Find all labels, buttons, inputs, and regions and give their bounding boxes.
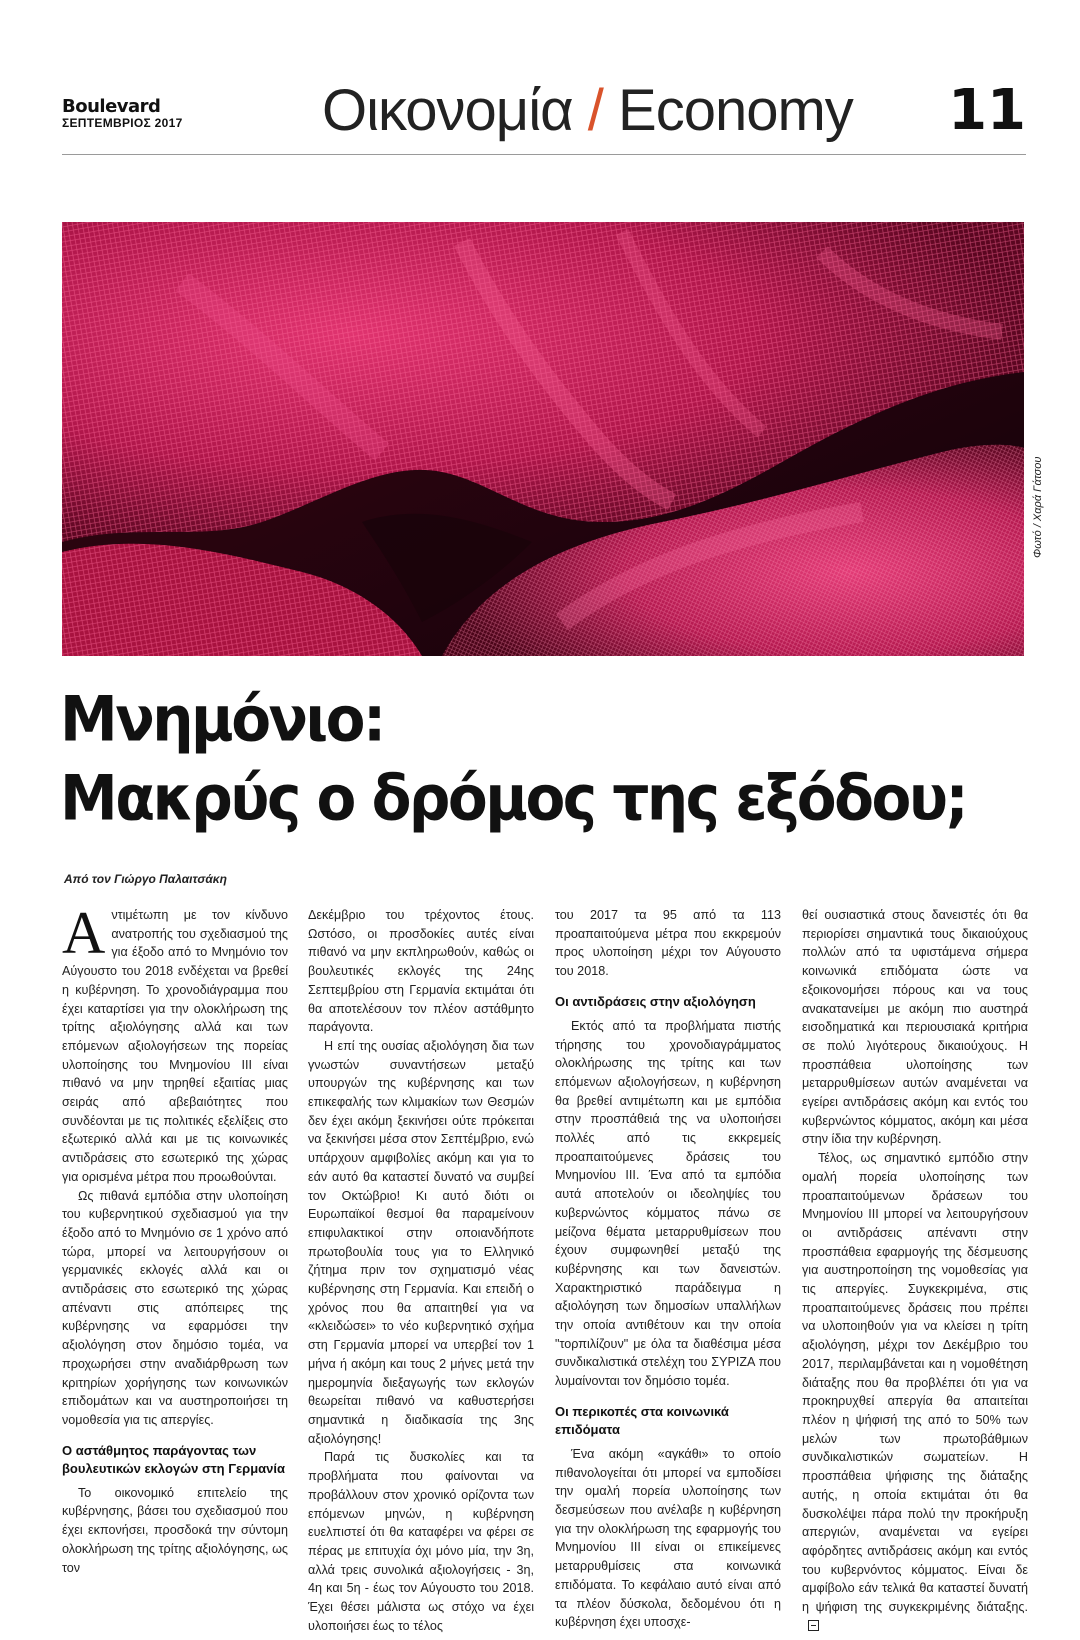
end-of-article-icon <box>808 1620 819 1631</box>
article-column-1 <box>62 900 288 1577</box>
brand-logo: Boulevard <box>62 96 161 117</box>
article-column-2 <box>308 906 534 1635</box>
subheading: Ο αστάθμητος παράγοντας των βουλευτικών εκλογών στη Γερμανία <box>62 1442 285 1476</box>
photo-credit: Φωτό / Χαρά Γάτσου <box>1032 456 1044 558</box>
section-title-english: Economy <box>618 78 853 143</box>
headline-line-2: Μακρύς ο δρόμος της εξόδου; <box>60 761 967 835</box>
article-column-3 <box>555 906 781 1632</box>
paragraph: Η επί της ουσίας αξιολόγηση δια των γνωστών συναντήσεων μεταξύ υπουργών της κυβέρνησης και των επικεφαλής των κλιμακίων των Θεσμών δεν έχει ακόμη ξεκινήσει ούτε πρόκειται να ξεκινήσει μέσα στον Σεπτέμβριο, ενώ υπάρχουν αμφιβολίες ακόμη και για το εάν αυτό θα καταστεί δυνατό να συμβεί τον Οκτώβριο! Κι αυτό διότι οι Ευρωπαϊκοί θεσμοί θα παραμείνουν επιφυλακτικοί στην οποιανδήποτε πρωτοβουλία τους για το Ελληνικό ζήτημα πριν τον σχηματισμό νέας κυβέρνησης στη Γερμανία. Και επειδή ο χρόνος που θα απαιτηθεί για να «κλειδώσει» το νέο κυβερνητικό σχήμα στη Γερμανία μπορεί να υπερβεί τον 1 μήνα ή ακόμη και τους 2 μήνες μετά την ημερομηνία διεξαγωγής των εκλογών θεωρείται πιθανό να καθυστερήσει σημαντικά η διαδικασία της 3ης αξιολόγησης! <box>308 1038 534 1446</box>
article-headline <box>60 680 1040 838</box>
subheading: Οι περικοπές στα κοινωνικά επιδόματα <box>555 1403 729 1437</box>
paragraph: Παρά τις δυσκολίες και τα προβλήματα που φαίνονται να προβάλλουν στον χρονικό ορίζοντα των επόμενων μηνών, η κυβέρνηση ευελπιστεί ότι θα καταφέρει να φέρει σε πέρας με επιτυχία όχι μόνο μία, την 3η, αλλά τρεις συνολικά αξιολογήσεις - 3η, 4η και 5η - έως τον Αύγουστο του 2018. Έχει θέσει μάλιστα ως στόχο να έχει υλοποιήσει έως το τέλος <box>308 1450 534 1633</box>
drop-cap: Α <box>62 900 106 966</box>
paragraph: Δεκέμβριο του τρέχοντος έτους. Ωστόσο, οι προσδοκίες αυτές είναι πιθανό να μην εκπληρωθούν, καθώς οι βουλευτικές εκλογές της 24ης Σεπτεμβρίου στη Γερμανία εκτιμάται ότι θα αποτελέσουν τον πλέον αστάθμητο παράγοντα. <box>308 908 534 1035</box>
paragraph: του 2017 τα 95 από τα 113 προαπαιτούμενα μέτρα που εκκρεμούν προς υλοποίηση μέχρι τον Αύγουστο του 2018. <box>555 908 781 979</box>
headline-line-1: Μνημόνιο: <box>60 682 384 756</box>
paragraph: Τέλος, ως σημαντικό εμπόδιο στην ομαλή πορεία υλοποίησης των προαπαιτούμενων δράσεων του Μνημονίου ΙΙΙ μπορεί να λειτουργήσουν οι αντιδράσεις απέναντι στην προσπάθεια εφαρμογής της δέσμευσης για αυστηροποίηση της νομοθεσίας για τις απεργίες. Συγκεκριμένα, στις προαπαιτούμενες δράσεις που πρέπει να υλοποιηθούν για να κλείσει η τρίτη αξιολόγηση, μέχρι τον Δεκέμβριο του 2017, περιλαμβάνεται και η νομοθέτηση διάταξης που θα προβλέπει ότι για να προκηρυχθεί απεργία θα απαιτείται πλέον η ψήφισή της από το 50% των μελών των πρωτοβάθμιων συνδικαλιστικών σωματείων. Η προσπάθεια ψήφισης της διάταξης αυτής, η οποία εκτιμάται ότι θα δυσκολέψει πάρα πολύ την προκήρυξη απεργιών, αναμένεται να εγείρει αφόρδητες αντιδράσεις ακόμη και εντός του κυβερνόντος κόμματος. Είναι δε αμφίβολο εάν τελικά θα καταστεί δυνατή η ψήφιση της συγκεκριμένης διάταξης. <box>802 1149 1028 1635</box>
subheading: Οι αντιδράσεις στην αξιολόγηση <box>555 993 756 1009</box>
issue-date: ΣΕΠΤΕΜΒΡΙΟΣ 2017 <box>62 116 183 130</box>
article-column-4 <box>802 906 1028 1635</box>
paragraph: Ως πιθανά εμπόδια στην υλοποίηση του κυβερνητικού σχεδιασμού για την έξοδο από το Μνημόνιο σε 1 χρόνο από τώρα, μπορεί να λειτουργήσουν οι γερμανικές εκλογές αλλά και οι αντιδράσεις στο εσωτερικό της χώρας απέναντι στις απόπειρες της κυβέρνησης να εφαρμόσει την αξιολόγηση στον δημόσιο τομέα, να προχωρήσει στην αναδιάρθρωση των κριτηρίων χορήγησης των κοινωνικών επιδομάτων και να αυστηροποιήσει τη νομοθεσία για τις απεργίες. <box>62 1188 288 1427</box>
section-title <box>322 78 853 144</box>
article-photo <box>62 222 1024 656</box>
paragraph: Ένα ακόμη «αγκάθι» το οποίο πιθανολογείται ότι μπορεί να εμποδίσει την ομαλή πορεία υλοποίησης των δεσμεύσεων που ανέλαβε η κυβέρνηση για την ολοκλήρωση της εφαρμογής του Μνημονίου ΙΙΙ είναι οι επικείμενες μεταρρυθμίσεις στα κοινωνικά επιδόματα. Το κεφάλαιο αυτό είναι από τα πλέον δύσκολα, δεδομένου ότι η κυβέρνηση έχει υποσχε- <box>555 1446 781 1630</box>
paragraph: Αντιμέτωπη με τον κίνδυνο ανατροπής του σχεδιασμού της για έξοδο από το Μνημόνιο τον Αύγουστο του 2018 ενδέχεται να βρεθεί η κυβέρνηση. Το χρονοδιάγραμμα που έχει καταρτίσει για την ολοκλήρωση της τρίτης αξιολόγησης αλλά και των επόμενων αξιολογήσεων της πορείας υλοποίησης του Μνημονίου ΙΙΙ είναι πιθανό να μην τηρηθεί εξαιτίας μιας σειράς από αβεβαιότητες που συνδέονται με τις πολιτικές εξελίξεις στο εξωτερικό αλλά και με τις κοινωνικές αντιδράσεις στο εσωτερικό της χώρας για ορισμένα μέτρα που προωθούνται. <box>62 900 288 1184</box>
paragraph: Εκτός από τα προβλήματα πιστής τήρησης του χρονοδιαγράμματος ολοκλήρωσης της τρίτης και των επόμενων αξιολογήσεων, η κυβέρνηση θα βρεθεί αντιμέτωπη και με εμπόδια στην προσπάθειά της να υλοποιήσει πολλές από τις εκκρεμείς προαπαιτούμενες δράσεις του Μνημονίου ΙΙΙ. Ένα από τα εμπόδια αυτά αποτελούν οι ιδεοληψίες του κυβερνώντος κόμματος πάνω σε μείζονα θέματα μεταρρυθμίσεων που έχουν συμφωνηθεί μεταξύ της κυβέρνησης και των δανειστών. Χαρακτηριστικό παράδειγμα η αξιολόγηση των δημοσίων υπαλλήλων την οποία αντιθέτουν και την οποία "τορπιλίζουν" με όλα τα διαθέσιμα μέσα συνδικαλιστικά στελέχη του ΣΥΡΙΖΑ που λυμαίνονται τον δημόσιο τομέα. <box>555 1018 781 1389</box>
red-netting-image <box>62 222 1024 656</box>
section-title-slash: / <box>587 78 603 143</box>
section-title-greek: Οικονομία <box>322 78 573 143</box>
masthead <box>62 98 183 130</box>
paragraph: θεί ουσιαστικά στους δανειστές ότι θα περιορίσει σημαντικά τους δικαιούχους πολλών από τα υφιστάμενα σήμερα κοινωνικά επιδόματα ώστε να εξοικονομήσει πόρους και να τους ανακατανείμει με ακόμη πιο αυστηρά εισοδηματικά και περιουσιακά κριτήρια σε πολύ λιγότερους δικαιούχους. Η προσπάθεια υλοποίησης των μεταρρυθμίσεων αυτών αναμένεται να εγείρει αντιδράσεις ακόμη και εντός του κυβερνώντος κόμματος, ακόμη και μέσα στην ίδια την κυβέρνηση. <box>802 908 1028 1147</box>
byline: Από τον Γιώργο Παλαιτσάκη <box>64 872 227 886</box>
header-divider <box>62 154 1026 155</box>
page-number: 11 <box>948 78 1026 143</box>
paragraph: Το οικονομικό επιτελείο της κυβέρνησης, βάσει του σχεδιασμού που έχει εκπονήσει, προσδοκά την σύντομη ολοκλήρωση της τρίτης αξιολόγησης, ως τον <box>62 1485 288 1575</box>
